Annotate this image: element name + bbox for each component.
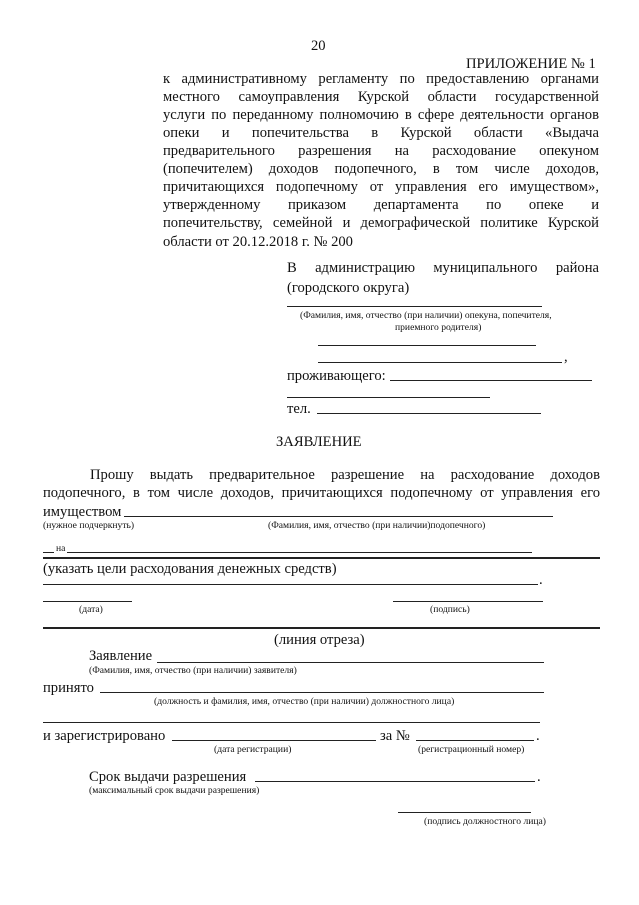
official-signature-hint: (подпись должностного лица): [424, 816, 546, 827]
applicant-field[interactable]: [157, 662, 544, 663]
statement-body-line: подопечного, в том числе доходов, причитающихся подопечному от управления его: [43, 485, 600, 501]
period: .: [539, 572, 543, 588]
reg-date-hint: (дата регистрации): [214, 744, 292, 755]
purpose-field-2[interactable]: [43, 584, 538, 585]
deadline-label: Срок выдачи разрешения: [89, 769, 247, 785]
appendix-line: услуги по переданному полномочию в сфере деятельности органов: [163, 107, 599, 123]
applicant-hint: (Фамилия, имя, отчество (при наличии) заявителя): [89, 665, 297, 676]
official-signature-field[interactable]: [398, 812, 531, 813]
appendix-title: ПРИЛОЖЕНИЕ № 1: [466, 56, 596, 72]
official-field[interactable]: [100, 692, 544, 693]
guardian-extra-field[interactable]: [318, 345, 536, 346]
addressee-line-1: В администрацию муниципального района: [287, 260, 599, 276]
date-field[interactable]: [43, 601, 132, 602]
deadline-field[interactable]: [255, 781, 535, 782]
appendix-line: предварительного разрешения на расходование опекуном: [163, 143, 599, 159]
separator-line: [43, 557, 600, 559]
official-field-2[interactable]: [43, 722, 540, 723]
cut-line-label: (линия отреза): [274, 632, 365, 648]
comma: ,: [564, 349, 568, 365]
guardian-extra-field[interactable]: [318, 362, 562, 363]
date-hint: (дата): [79, 604, 103, 615]
phone-label: тел.: [287, 401, 311, 417]
guardian-name-hint: приемного родителя): [395, 322, 482, 333]
signature-field[interactable]: [393, 601, 543, 602]
guardian-name-field[interactable]: [287, 306, 542, 307]
official-hint: (должность и фамилия, имя, отчество (при наличии) должностного лица): [154, 696, 455, 707]
purpose-field[interactable]: [67, 552, 532, 553]
purpose-hint: (указать цели расходования денежных средств): [43, 561, 337, 577]
statement-title: ЗАЯВЛЕНИЕ: [276, 434, 362, 450]
appendix-line: к административному регламенту по предоставлению органами: [163, 71, 599, 87]
statement-body-line: Прошу выдать предварительное разрешение на расходование доходов: [90, 467, 600, 483]
guardian-name-hint: (Фамилия, имя, отчество (при наличии) опекуна, попечителя,: [300, 310, 552, 321]
residing-label: проживающего:: [287, 368, 386, 384]
on-label: на: [56, 543, 66, 554]
signature-hint: (подпись): [430, 604, 470, 615]
cut-line: [43, 627, 600, 629]
short-dash: [43, 552, 54, 553]
phone-field[interactable]: [317, 413, 541, 414]
accepted-label: принято: [43, 680, 94, 696]
number-label: за №: [380, 728, 410, 744]
reg-date-field[interactable]: [172, 740, 376, 741]
deadline-hint: (максимальный срок выдачи разрешения): [89, 785, 260, 796]
ward-name-field[interactable]: [124, 516, 553, 517]
appendix-line: причитающихся подопечному от управления его имуществом»,: [163, 179, 599, 195]
reg-number-hint: (регистрационный номер): [418, 744, 525, 755]
appendix-line: опеки и попечительства в Курской области «Выдача: [163, 125, 599, 141]
address-field-2[interactable]: [287, 397, 490, 398]
address-field[interactable]: [390, 380, 592, 381]
appendix-line: (попечителем) доходов подопечного, в том числе доходов,: [163, 161, 599, 177]
page-number: 20: [311, 38, 326, 54]
appendix-line: утвержденному приказом департамента по опеке и: [163, 197, 599, 213]
statement-label: Заявление: [89, 648, 153, 664]
period: .: [537, 769, 541, 785]
underline-hint: (нужное подчеркнуть): [43, 520, 135, 531]
statement-body-line: имуществом: [43, 504, 122, 520]
appendix-line: попечительству, семейной и демографической политике Курской: [163, 215, 599, 231]
appendix-line: области от 20.12.2018 г. № 200: [163, 234, 353, 250]
period: .: [536, 728, 540, 744]
registered-label: и зарегистрировано: [43, 728, 166, 744]
ward-name-hint: (Фамилия, имя, отчество (при наличии)подопечного): [268, 520, 486, 531]
reg-number-field[interactable]: [416, 740, 534, 741]
appendix-line: местного самоуправления Курской области государственной: [163, 89, 599, 105]
addressee-line-2: (городского округа): [287, 280, 410, 296]
